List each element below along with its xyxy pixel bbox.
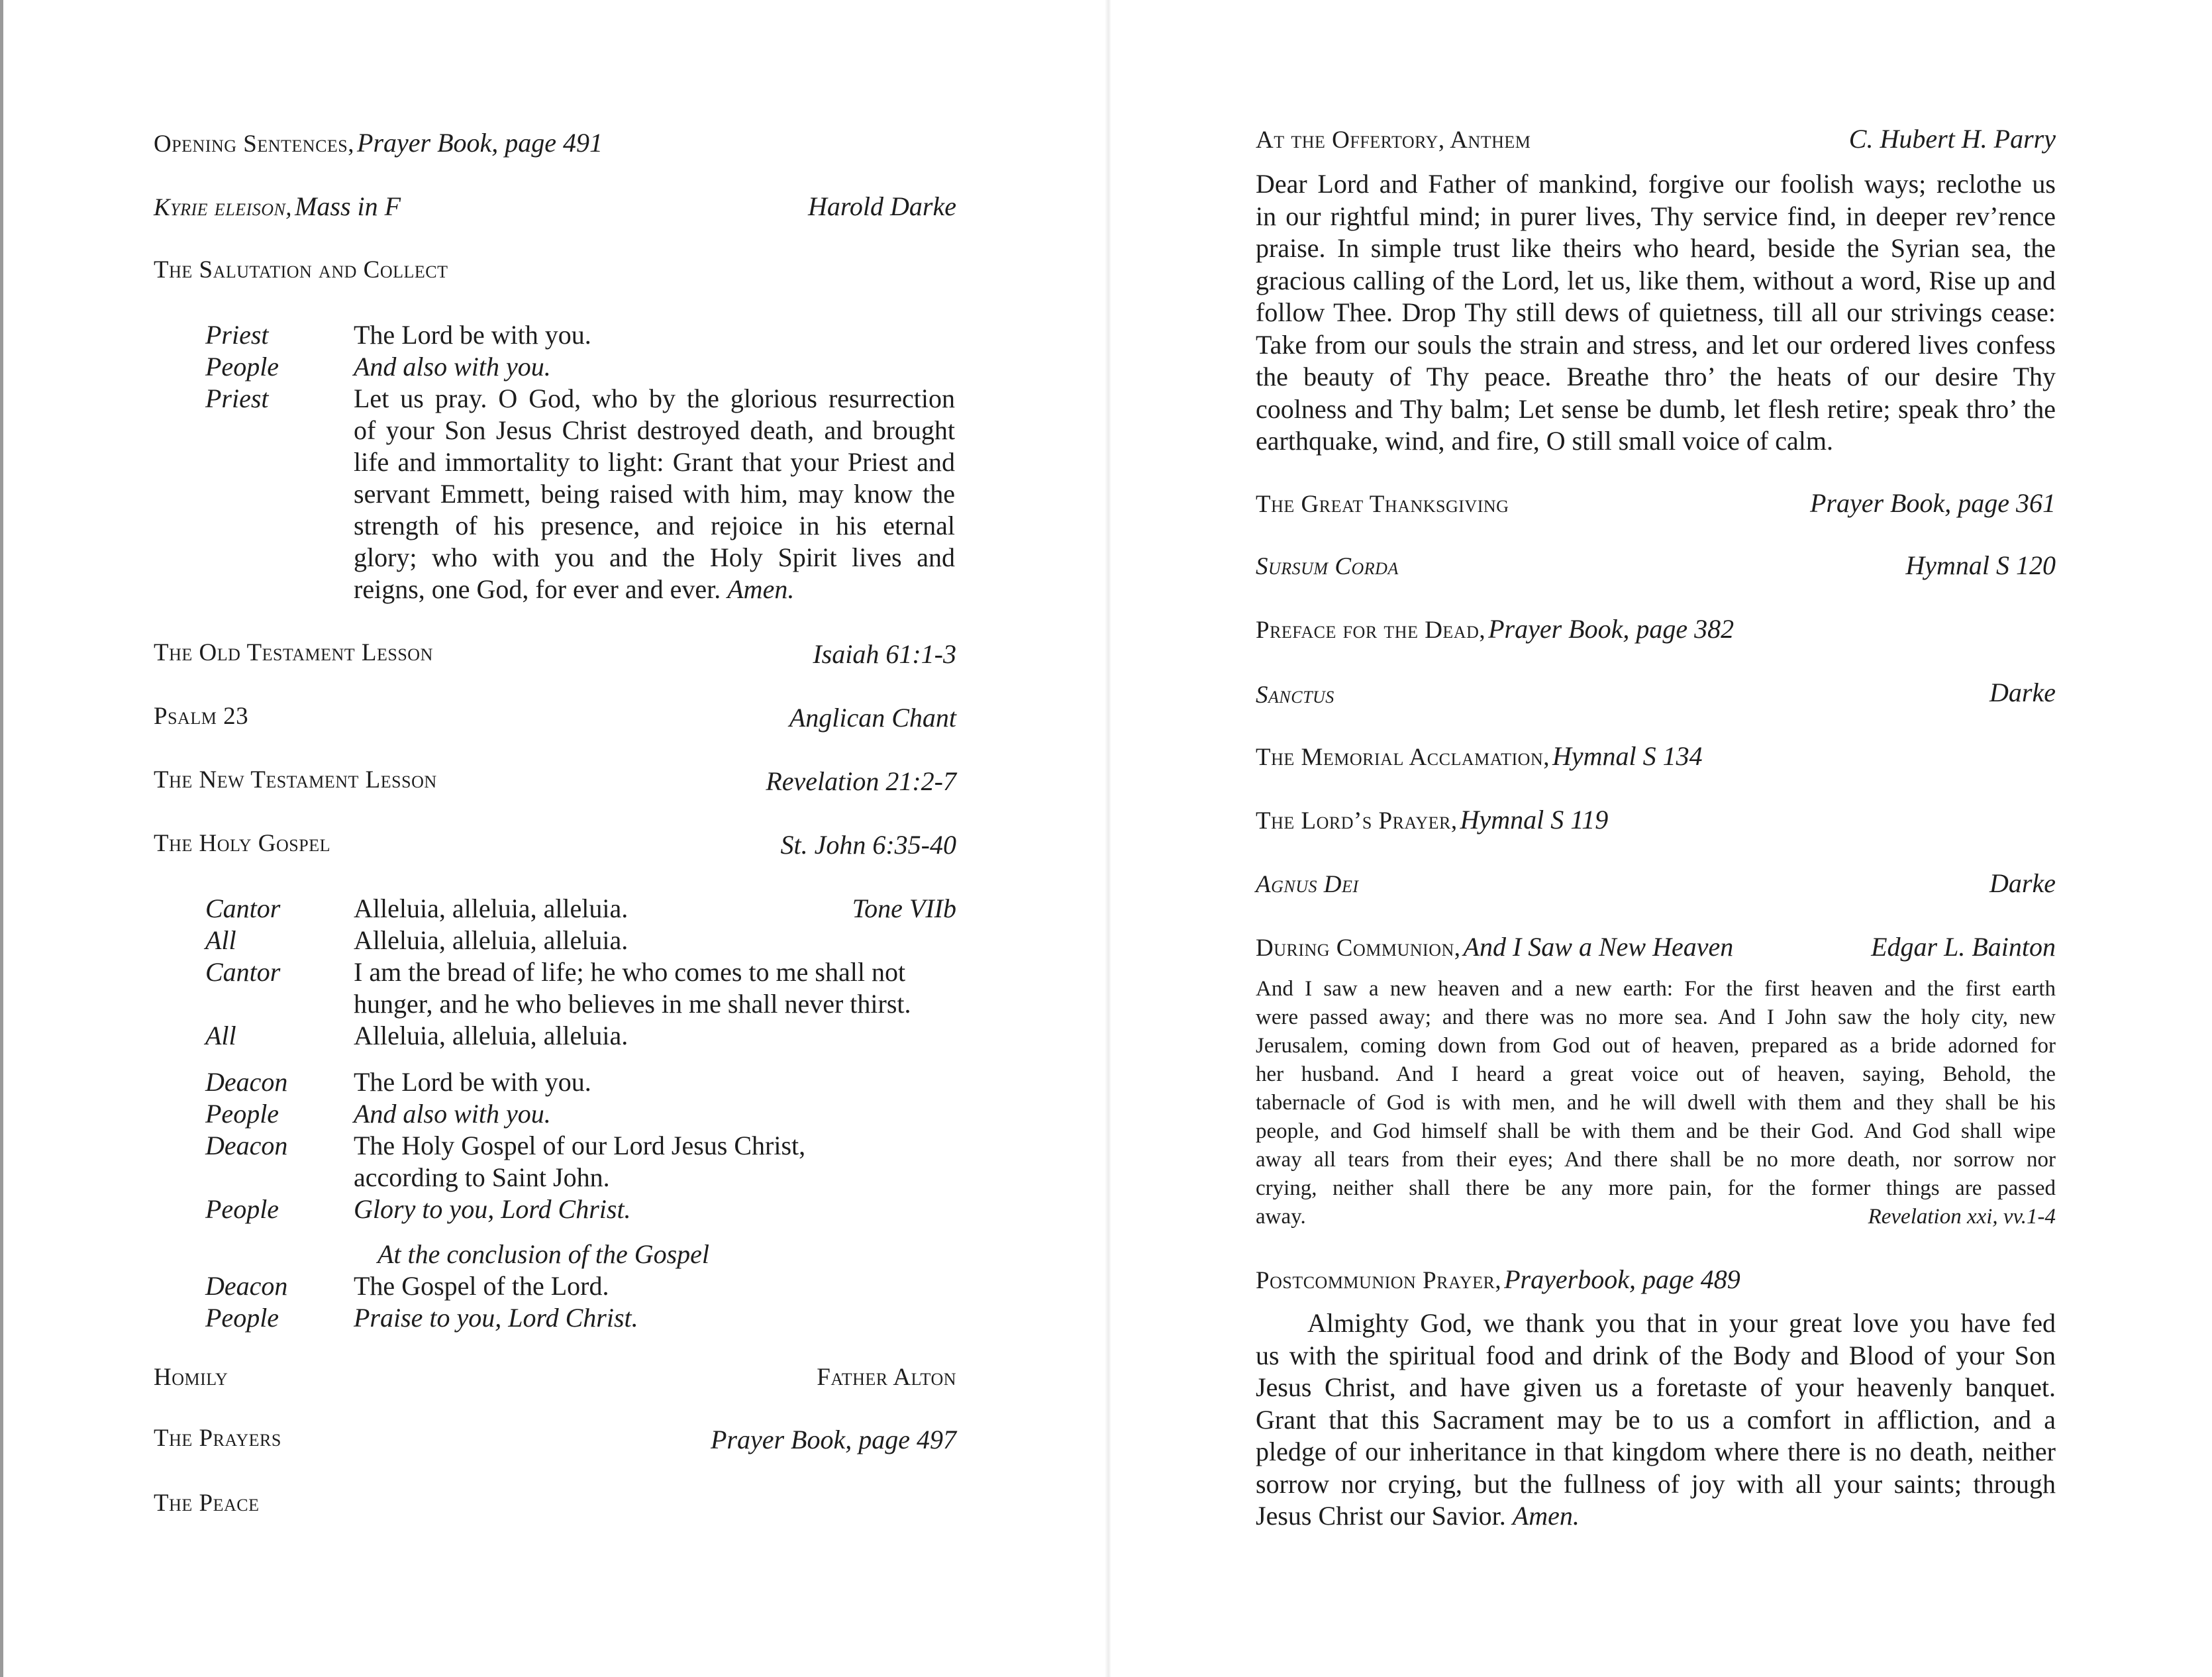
dialog-text: Alleluia, alleluia, alleluia. [354,893,628,923]
communion-composer: Edgar L. Bainton [1871,932,2056,962]
kyrie-composer: Harold Darke [807,191,956,221]
preface-heading: Preface for the Dead, Prayer Book, page 382 [1256,614,1734,644]
postcommunion-heading: Postcommunion Prayer, Prayerbook, page 489 [1256,1264,1740,1294]
speaker-label: People [205,352,279,381]
dialog-text: The Gospel of the Lord. [354,1271,609,1301]
dialog-text: Alleluia, alleluia, alleluia. [354,1021,628,1050]
dialog-text: I am the bread of life; he who comes to me shall not [354,957,906,987]
dialog-text: Alleluia, alleluia, alleluia. [354,925,628,955]
postcommunion-prayer: Almighty God, we thank you that in your great love you have fed us with the spiritual food and drink of the Body and Blood of your Son Jesus Christ, and have given us a foretaste of your heavenly banquet. Grant that this Sacrament may be to us a comfort in affliction, and a pledge of our inheritance in that kingdom where there is no death, neither sorrow nor crying, but the fullness of joy with all your saints; through Jesus Christ our Savior. Amen. [1256,1308,2056,1531]
old-testament-heading: The Old Testament Lesson [154,639,433,666]
communion-citation: Revelation xxi, vv.1-4 [1868,1205,2056,1229]
thanksgiving-ref: Prayer Book, page 361 [1809,488,2056,518]
sanctus-heading: Sanctus [1256,682,1334,709]
dialog-response: Glory to you, Lord Christ. [354,1194,631,1224]
speaker-label: Priest [205,383,269,413]
sursum-corda-ref: Hymnal S 120 [1905,550,2056,580]
anthem-text: Dear Lord and Father of mankind, forgive our foolish ways; reclothe us in our rightful mind; in purer lives, Thy service find, in deeper rev’rence praise. In simple trust like theirs who heard, beside the Syrian sea, the gracious calling of the Lord, let us, like them, without a word, Rise up and follow Thee. Drop Thy still dews of quietness, till all our strivings cease: Take from our souls the strain and stress, and let our ordered lives confess the beauty of Thy peace. Breathe thro’ the heats of our desire Thy coolness and Thy balm; Let sense be dumb, let flesh retire; speak thro’ the earthquake, wind, and fire, O still small voice of calm. [1256,169,2056,456]
dialog-text: hunger, and he who believes in me shall never thirst. [354,989,911,1019]
old-testament-ref: Isaiah 61:1-3 [813,639,956,669]
prayers-heading: The Prayers [154,1425,281,1452]
speaker-label: People [205,1099,279,1129]
collect-prayer: Let us pray. O God, who by the glorious resurrection of your Son Jesus Christ destroyed death, and brought life and immortality to light: Grant that your Priest and servant Emmett, being raised with him, may know the strength of his presence, and rejoice in his eternal glory; who with you and the Holy Spirit lives and reigns, one God, for ever and ever. Amen. [354,383,955,604]
speaker-label: All [205,925,236,955]
dialog-text: The Lord be with you. [354,1067,591,1097]
peace-heading: The Peace [154,1490,260,1517]
sanctus-ref: Darke [1989,678,2056,707]
agnus-dei-ref: Darke [1989,868,2056,898]
gospel-heading: The Holy Gospel [154,830,330,857]
speaker-label: Deacon [205,1131,288,1160]
thanksgiving-heading: The Great Thanksgiving [1256,491,1509,518]
gospel-ref: St. John 6:35-40 [780,830,956,860]
sursum-corda-heading: Sursum Corda [1256,553,1399,580]
memorial-acclamation-heading: The Memorial Acclamation, Hymnal S 134 [1256,741,1703,771]
homily-preacher: Father Alton [817,1364,956,1391]
dialog-text: according to Saint John. [354,1162,610,1192]
homily-heading: Homily [154,1364,228,1391]
offertory-heading: At the Offertory, Anthem [1256,127,1531,154]
rubric-note: At the conclusion of the Gospel [377,1239,710,1269]
communion-text: And I saw a new heaven and a new earth: For the first heaven and the first earth were passed away; and there was no more sea. And I John saw the holy city, new Jerusalem, coming down from God out of heaven, prepared as a bride adorned for her husband. And I heard a great voice out of heaven, saying, Behold, the tabernacle of God is with men, and he will dwell with them and they shall be his people, and God himself shall be with them and be their God. And God shall wipe away all tears from their eyes; And there shall be no more death, nor sorrow nor crying, neither shall there be any more pain, for the former things are passed away. Revelation xxi, vv.1-4 [1256,975,2056,1231]
salutation-heading: The Salutation and Collect [154,256,448,283]
communion-heading: During Communion, And I Saw a New Heaven [1256,932,1734,962]
speaker-label: People [205,1303,279,1333]
dialog-response: Praise to you, Lord Christ. [354,1303,638,1333]
dialog-response: And also with you. [354,352,551,381]
speaker-label: People [205,1194,279,1224]
agnus-dei-heading: Agnus Dei [1256,871,1359,898]
offertory-composer: C. Hubert H. Parry [1848,124,2056,154]
psalm-ref: Anglican Chant [789,703,956,733]
lords-prayer-heading: The Lord’s Prayer, Hymnal S 119 [1256,805,1609,835]
tone-label: Tone VIIb [852,893,956,923]
speaker-label: All [205,1021,236,1050]
kyrie-heading: Kyrie eleison, Mass in F [154,191,401,221]
dialog-response: And also with you. [354,1099,551,1129]
prayers-ref: Prayer Book, page 497 [710,1425,956,1454]
dialog-text: The Lord be with you. [354,320,591,350]
speaker-label: Cantor [205,893,281,923]
dialog-text: The Holy Gospel of our Lord Jesus Christ, [354,1131,806,1160]
speaker-label: Priest [205,320,269,350]
opening-sentences-heading: Opening Sentences, Prayer Book, page 491 [154,128,603,158]
speaker-label: Deacon [205,1067,288,1097]
right-page [1106,0,2212,1677]
speaker-label: Cantor [205,957,281,987]
speaker-label: Deacon [205,1271,288,1301]
psalm-heading: Psalm 23 [154,703,249,730]
new-testament-ref: Revelation 21:2-7 [766,766,956,796]
new-testament-heading: The New Testament Lesson [154,766,437,793]
